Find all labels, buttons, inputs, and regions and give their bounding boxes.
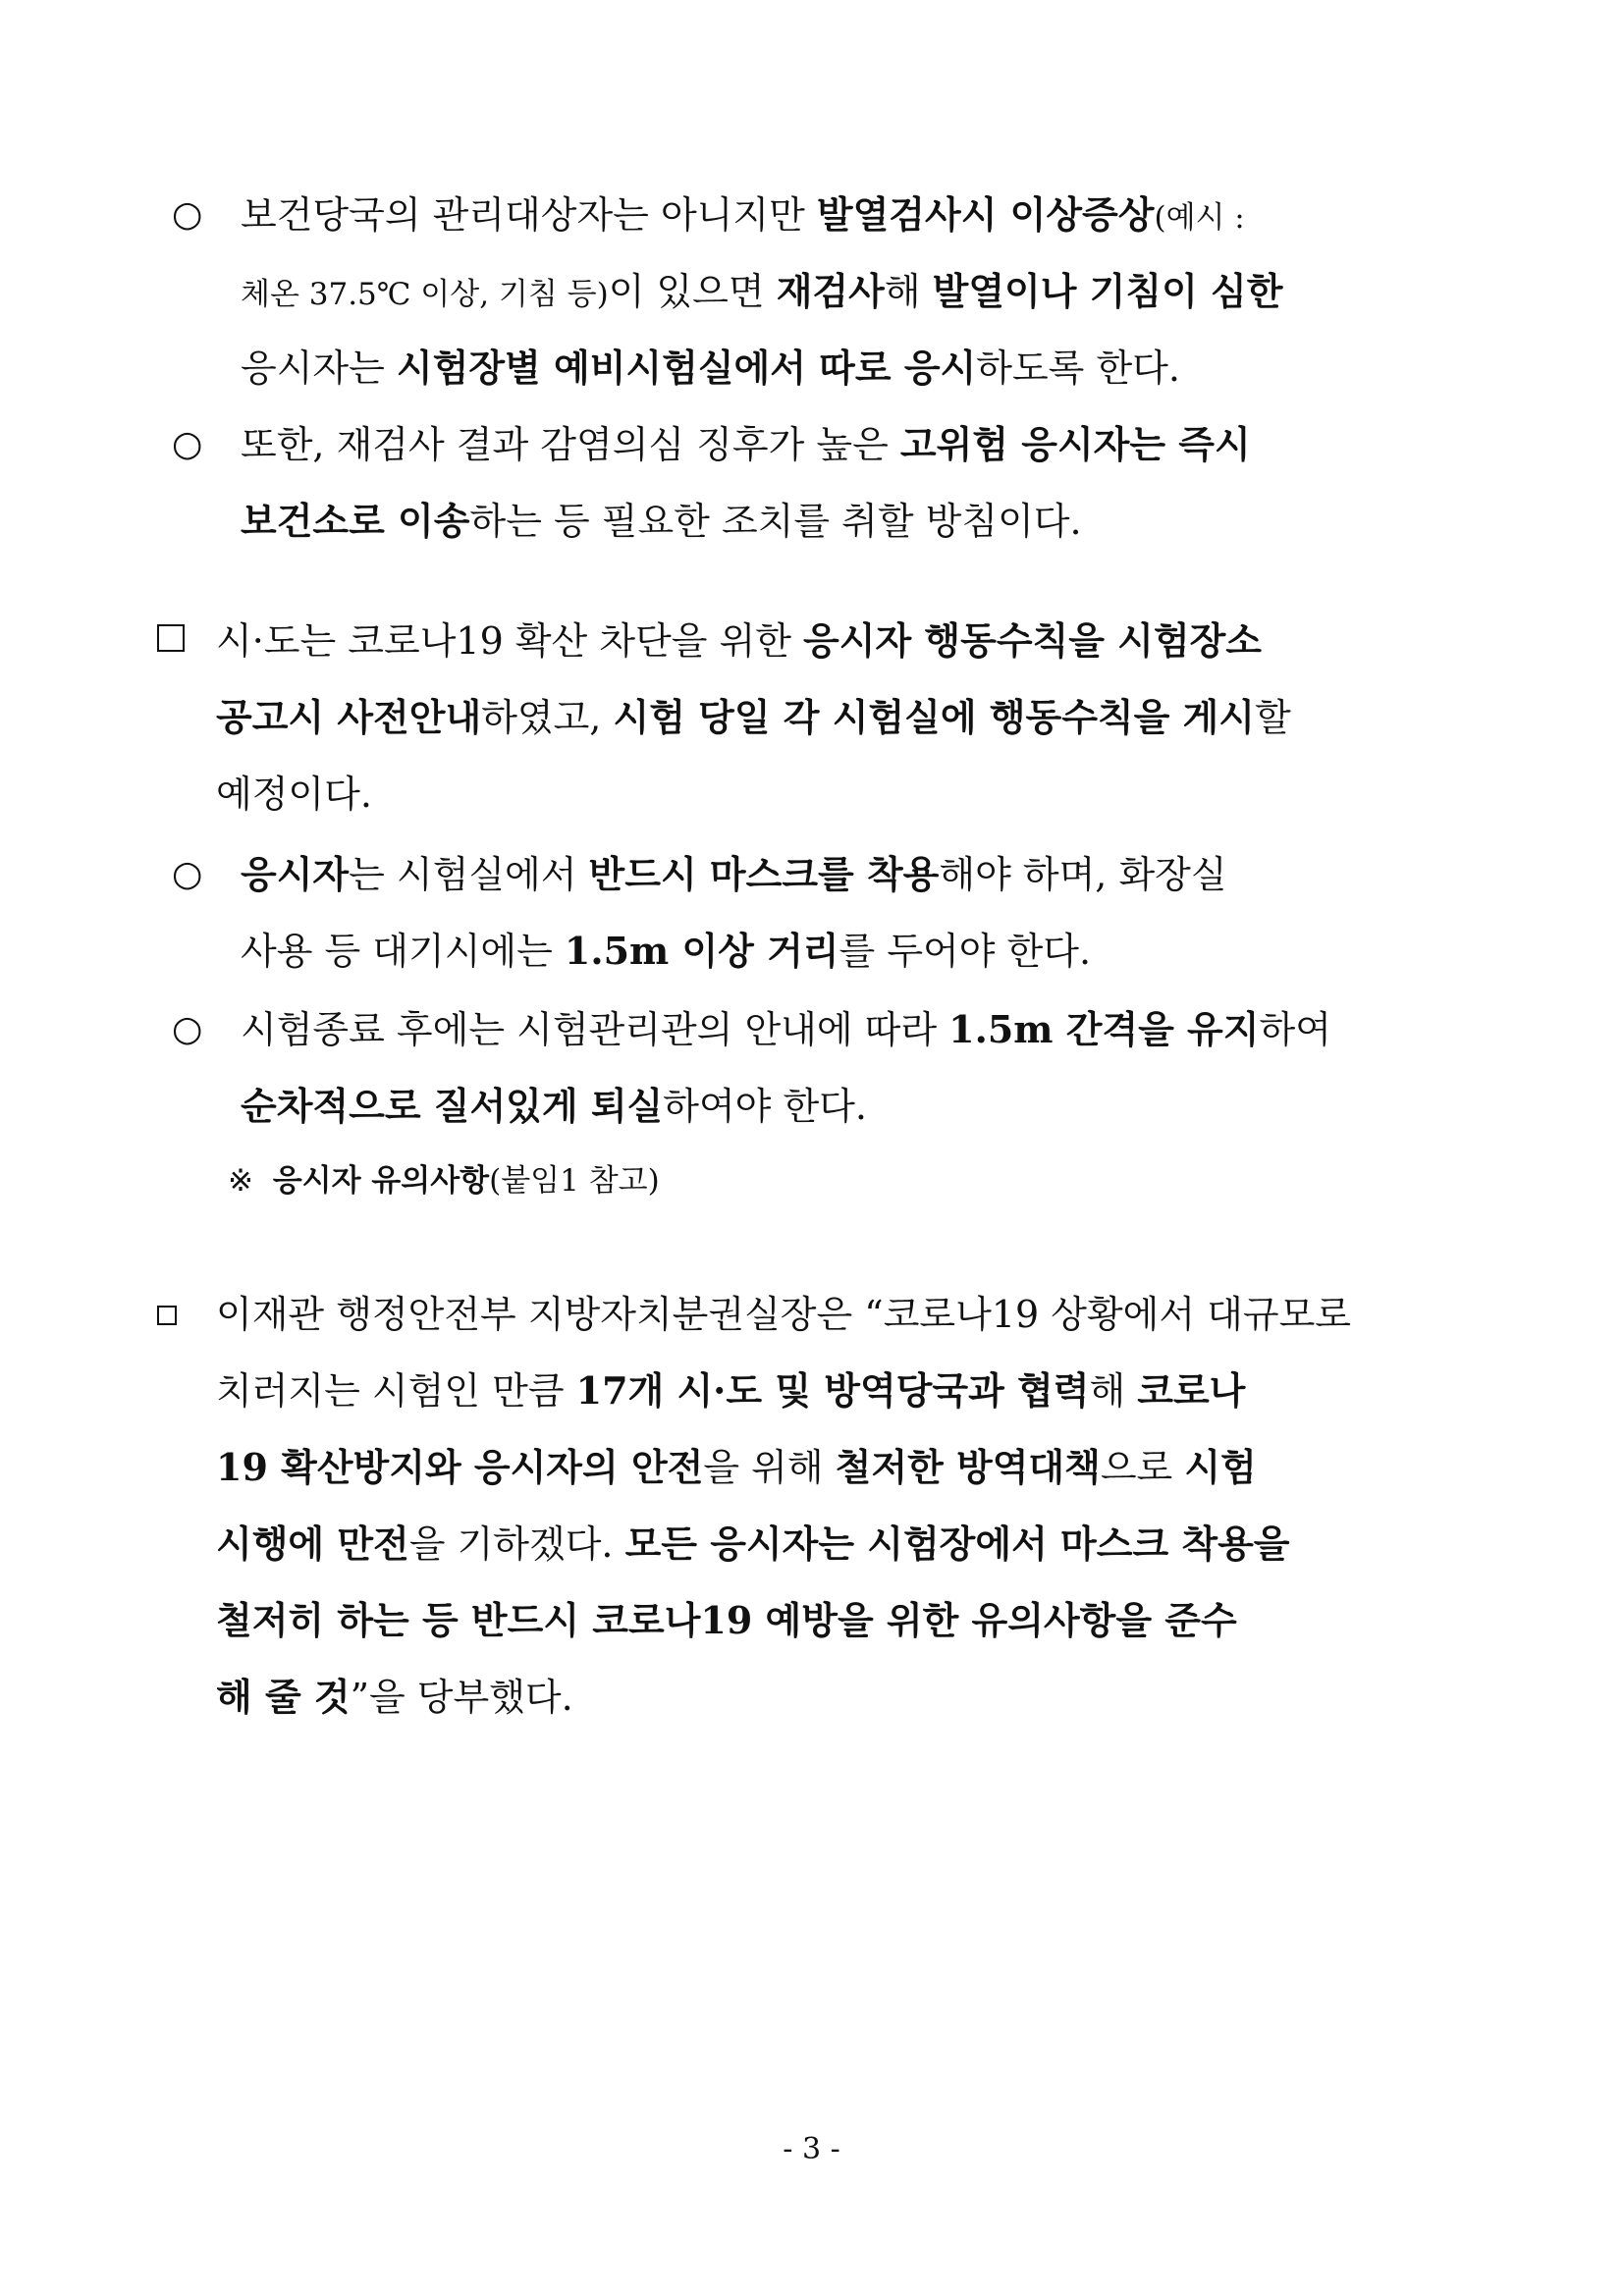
circle-bullet: ○: [172, 424, 203, 464]
s2-line2: 공고시 사전안내하였고, 시험 당일 각 시험실에 행동수칙을 게시할: [216, 695, 1291, 739]
circle-bullet: ○: [172, 1009, 203, 1049]
s2-p1-line1: 응시자는 시험실에서 반드시 마스크를 착용해야 하며, 화장실: [241, 852, 1227, 896]
square-bullet-box: [157, 624, 185, 652]
s3-line4: 시행에 만전을 기하겠다. 모든 응시자는 시험장에서 마스크 착용을: [216, 1522, 1290, 1566]
s2-p2-line2: 순차적으로 질서있게 퇴실하여야 한다.: [241, 1084, 867, 1128]
s3-line1: 이재관 행정안전부 지방자치분권실장은 “코로나19 상황에서 대규모로: [216, 1293, 1352, 1336]
s1-p1-line3: 응시자는 시험장별 예비시험실에서 따로 응시하도록 한다.: [241, 346, 1180, 390]
s3-line5: 철저히 하는 등 반드시 코로나19 예방을 위한 유의사항을 준수: [216, 1598, 1237, 1642]
s1-p2-line1: 또한, 재검사 결과 감염의심 징후가 높은 고위험 응시자는 즉시: [241, 422, 1251, 466]
s1-p1-line2: 체온 37.5℃ 이상, 기침 등)이 있으면 재검사해 발열이나 기침이 심한: [241, 269, 1283, 313]
circle-bullet: ○: [172, 194, 203, 235]
s2-line3: 예정이다.: [216, 773, 372, 816]
circle-bullet: ○: [172, 854, 203, 894]
note-reference: ※ 응시자 유의사항(붙임1 참고): [228, 1163, 660, 1199]
s2-p2-line1: 시험종료 후에는 시험관리관의 안내에 따라 1.5m 간격을 유지하여: [241, 1007, 1331, 1051]
note-icon: ※: [228, 1163, 253, 1199]
s3-line6: 해 줄 것”을 당부했다.: [216, 1675, 573, 1719]
s1-p1-line1: 보건당국의 관리대상자는 아니지만 발열검사시 이상증상(예시 :: [241, 192, 1245, 237]
page-number: - 3 -: [783, 2132, 840, 2166]
s2-line1: 시·도는 코로나19 확산 차단을 위한 응시자 행동수칙을 시험장소: [216, 618, 1263, 663]
s2-p1-line2: 사용 등 대기시에는 1.5m 이상 거리를 두어야 한다.: [241, 929, 1092, 973]
small-square-bullet-box: [157, 1306, 177, 1325]
s3-line2: 치러지는 시험인 만큼 17개 시·도 및 방역당국과 협력해 코로나: [216, 1368, 1246, 1413]
small-square-bullet: [157, 1276, 177, 1353]
square-bullet: [157, 603, 185, 679]
s1-p2-line2: 보건소로 이송하는 등 필요한 조치를 취할 방침이다.: [241, 499, 1082, 543]
s3-line3: 19 확산방지와 응시자의 안전을 위해 철저한 방역대책으로 시험: [216, 1445, 1257, 1489]
